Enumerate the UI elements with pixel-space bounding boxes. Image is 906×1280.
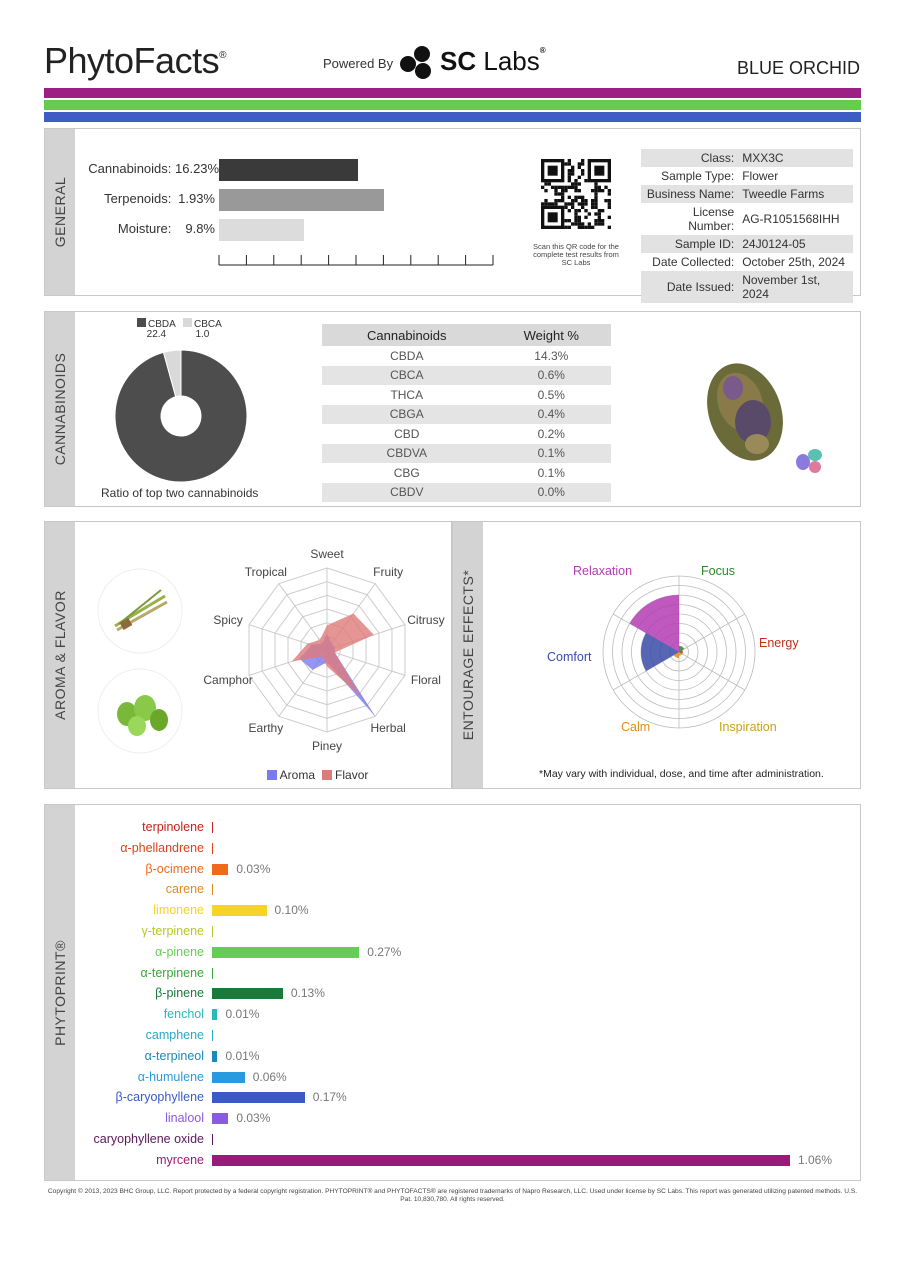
general-row-label: Terpenoids: (104, 191, 175, 206)
logo-mark: ® (219, 50, 226, 61)
aroma-section-label (45, 522, 75, 788)
terpene-bar (212, 1072, 245, 1083)
terpene-bar (212, 947, 359, 958)
pie-caption: Ratio of top two cannabinoids (101, 486, 259, 500)
terpene-value: 0.10% (274, 903, 309, 918)
general-row-value: 1.93% (178, 191, 215, 206)
pie-legend-item (137, 318, 176, 340)
phytoprint-label-text: PHYTOPRINT® (52, 939, 68, 1046)
rose-spoke (679, 652, 745, 690)
general-row-value: 9.8% (185, 221, 215, 236)
phytofacts-logo (44, 40, 226, 82)
info-key: Date Collected: (652, 255, 735, 269)
terpene-bar (212, 864, 228, 875)
general-row (85, 161, 220, 176)
pie-legend-label: CBCA (194, 319, 222, 330)
info-key: Class: (641, 149, 738, 167)
qr-pattern (541, 159, 611, 229)
cannabinoid-row (322, 346, 611, 366)
header-stripe-blue (44, 112, 861, 122)
phytoprint-section-label (45, 805, 75, 1180)
aroma-legend-label: Aroma (279, 768, 316, 782)
terpene-bar (212, 988, 283, 999)
terpene-bar (212, 1113, 228, 1124)
info-value: November 1st, 2024 (738, 271, 853, 303)
sc-labs-logo-icon (398, 44, 436, 80)
radar-axis-label: Camphor (203, 672, 253, 687)
cannabinoid-name: CBG (393, 465, 420, 480)
effect-label-calm: Calm (621, 720, 651, 734)
general-row-value: 16.23% (175, 161, 220, 176)
info-key: Sample Type: (661, 169, 735, 183)
terpene-label: linalool (165, 1111, 204, 1126)
terpene-bar (212, 822, 213, 833)
terpene-label: γ-terpinene (141, 924, 204, 938)
cannabinoid-weight-table (322, 324, 611, 502)
info-row (641, 271, 853, 303)
pie-legend-swatch (137, 318, 146, 327)
pie-legend-value: 1.0 (195, 329, 210, 340)
general-row-bar (219, 219, 304, 241)
cannabinoid-row (322, 424, 611, 444)
radar-spoke (279, 584, 327, 650)
info-value: Tweedle Farms (738, 185, 853, 203)
terpene-label: terpinolene (142, 820, 204, 834)
effect-label-relaxation: Relaxation (573, 564, 633, 578)
info-row (641, 235, 853, 253)
terpene-label: camphene (145, 1028, 204, 1042)
terpene-label: caryophyllene oxide (93, 1132, 204, 1146)
entourage-panel (452, 521, 861, 789)
col-header-weight: Weight % (492, 324, 611, 346)
general-row (85, 221, 215, 236)
entourage-effects-chart (599, 572, 759, 732)
powered-by-text: Powered By (323, 56, 394, 71)
lab-name-bold: SC (440, 46, 477, 76)
terpene-label: β-pinene (155, 986, 204, 1001)
terpene-label: β-ocimene (145, 861, 204, 876)
terpene-value: 0.03% (236, 861, 271, 876)
pie-legend-value: 22.4 (146, 329, 167, 340)
info-key: License Number: (688, 205, 735, 233)
general-row-label: Cannabinoids: (88, 161, 175, 176)
cannabinoid-row (322, 444, 611, 464)
cannabinoid-name: CBD (394, 426, 420, 441)
terpene-bar (212, 926, 213, 937)
terpene-label: α-pinene (155, 944, 204, 959)
terpene-label: β-caryophyllene (115, 1090, 204, 1105)
flavor-legend-label: Flavor (335, 768, 369, 782)
cannabinoids-label-text: CANNABINOIDS (52, 352, 68, 466)
cannabinoid-weight: 0.1% (537, 465, 565, 480)
cannabinoid-row (322, 405, 611, 425)
terpene-value: 0.13% (290, 986, 325, 1001)
aroma-flavor-legend (267, 768, 368, 782)
terpene-value: 0.27% (367, 944, 402, 959)
general-row-bar (219, 189, 384, 211)
radar-axis-label: Citrusy (407, 613, 445, 628)
info-row (641, 167, 853, 185)
info-value: Flower (742, 169, 779, 183)
cannabinoid-name: CBCA (322, 366, 492, 386)
effect-label-comfort: Comfort (547, 650, 592, 664)
cannabinoid-weight: 0.6% (492, 366, 611, 386)
flower-bud-image (685, 352, 835, 482)
cannabinoid-ratio-pie (111, 346, 251, 486)
terpene-bar (212, 1092, 305, 1103)
terpene-bar (212, 1030, 213, 1041)
pie-legend-item (183, 318, 222, 340)
flavor-legend-swatch (322, 770, 332, 780)
cannabinoids-panel (44, 311, 861, 507)
effect-label-inspiration: Inspiration (719, 720, 777, 734)
sc-labs-logo (440, 46, 546, 77)
aroma-flavor-panel (44, 521, 452, 789)
cannabinoid-weight: 0.2% (537, 426, 565, 441)
info-row (641, 185, 853, 203)
radar-axis-label: Sweet (310, 547, 344, 561)
info-row (641, 203, 853, 235)
terpene-label: myrcene (156, 1152, 204, 1167)
terpene-value: 0.17% (312, 1090, 347, 1105)
general-section-label (45, 129, 75, 295)
entourage-label-text: ENTOURAGE EFFECTS* (460, 569, 476, 741)
lab-mark: ® (539, 46, 546, 55)
terpene-label: α-phellandrene (120, 840, 204, 855)
cannabinoid-row (322, 463, 611, 483)
terpene-bar (212, 905, 267, 916)
info-key: Date Issued: (641, 271, 738, 303)
general-label-text: GENERAL (52, 176, 68, 248)
info-value: AG-R1051568IHH (742, 212, 840, 226)
radar-axis-label: Piney (311, 739, 343, 753)
terpene-label: α-terpinene (140, 965, 204, 980)
cannabinoid-weight: 0.5% (537, 387, 565, 402)
cannabinoid-weight: 0.0% (492, 483, 611, 503)
cannabinoid-name: THCA (390, 387, 424, 402)
aroma-legend-swatch (267, 770, 277, 780)
cannabinoid-weight: 0.1% (492, 444, 611, 464)
terpene-label: fenchol (163, 1007, 204, 1022)
terpene-bar (212, 1009, 217, 1020)
cannabinoid-name: CBDV (322, 483, 492, 503)
radar-axis-label: Floral (410, 672, 441, 687)
general-row-bar (219, 159, 358, 181)
info-value: MXX3C (738, 149, 853, 167)
terpene-bar (212, 843, 213, 854)
general-axis (217, 253, 497, 267)
cannabinoids-section-label (45, 312, 75, 506)
terpene-bar (212, 1134, 213, 1145)
cannabinoid-weight: 14.3% (534, 348, 569, 363)
terpene-bar (212, 1155, 790, 1166)
header-stripe-green (44, 100, 861, 110)
info-value: October 25th, 2024 (742, 255, 845, 269)
terpene-bar (212, 1051, 217, 1062)
qr-code[interactable] (541, 159, 611, 229)
terpene-bar (212, 968, 213, 979)
terpene-value: 0.01% (225, 1048, 260, 1063)
copyright-footer: Copyright © 2013, 2023 BHC Group, LLC. Report protected by a federal copyright registration. PHYTOPRINT® and PHYTOFACTS® are registered trademarks of Napro Research, LLC. Used under license by SC Labs. This report was generated utilizing patented methods. U.S. Pat. 10,830,780. All rights reserved. (47, 1188, 858, 1203)
col-header-cannabinoids: Cannabinoids (322, 324, 492, 346)
entourage-section-label (453, 522, 483, 788)
cannabinoid-weight: 0.4% (492, 405, 611, 425)
radar-axis-label: Fruity (373, 565, 404, 580)
terpene-value: 1.06% (798, 1152, 833, 1167)
terpene-label: α-humulene (137, 1069, 204, 1084)
pie-legend-swatch (183, 318, 192, 327)
terpene-bar (212, 884, 213, 895)
radar-axis-label: Tropical (244, 565, 287, 580)
radar-axis-label: Spicy (213, 613, 243, 628)
lemongrass-icon (97, 568, 183, 654)
general-row (85, 191, 215, 206)
terpene-label: α-terpineol (144, 1048, 204, 1063)
cannabinoid-row (322, 385, 611, 405)
lab-name: Labs (483, 46, 540, 76)
terpene-value: 0.03% (236, 1111, 271, 1126)
radar-axis-label: Herbal (370, 720, 406, 735)
terpene-value: 0.06% (252, 1069, 287, 1084)
qr-caption: Scan this QR code for the complete test results from SC Labs (533, 242, 619, 267)
entourage-footnote: *May vary with individual, dose, and time after administration. (539, 768, 824, 780)
general-panel (44, 128, 861, 301)
effect-label-energy: Energy (759, 636, 799, 650)
general-row-label: Moisture: (117, 221, 175, 236)
terpene-label: limonene (153, 903, 204, 918)
pie-legend-label: CBDA (148, 319, 176, 330)
info-key: Business Name: (641, 185, 738, 203)
rose-spoke (679, 614, 745, 652)
logo-text: PhytoFacts (44, 40, 220, 81)
cannabinoid-name: CBGA (322, 405, 492, 425)
info-row (641, 253, 853, 271)
terpene-value: 0.01% (225, 1007, 260, 1022)
cannabinoid-row (322, 483, 611, 503)
terpene-label: carene (165, 882, 204, 897)
effect-label-focus: Focus (701, 564, 736, 578)
aroma-label-text: AROMA & FLAVOR (52, 590, 68, 720)
cannabinoid-row (322, 366, 611, 386)
cannabinoid-name: CBDVA (322, 444, 492, 464)
sample-info-table (641, 149, 853, 303)
strain-name: BLUE ORCHID (736, 58, 860, 78)
info-value: 24J0124-05 (738, 235, 853, 253)
radar-axis-label: Earthy (248, 720, 284, 735)
info-key: Sample ID: (641, 235, 738, 253)
header-stripe-purple (44, 88, 861, 98)
cannabinoid-name: CBDA (390, 348, 424, 363)
info-row (641, 149, 853, 167)
hops-icon (97, 668, 183, 754)
